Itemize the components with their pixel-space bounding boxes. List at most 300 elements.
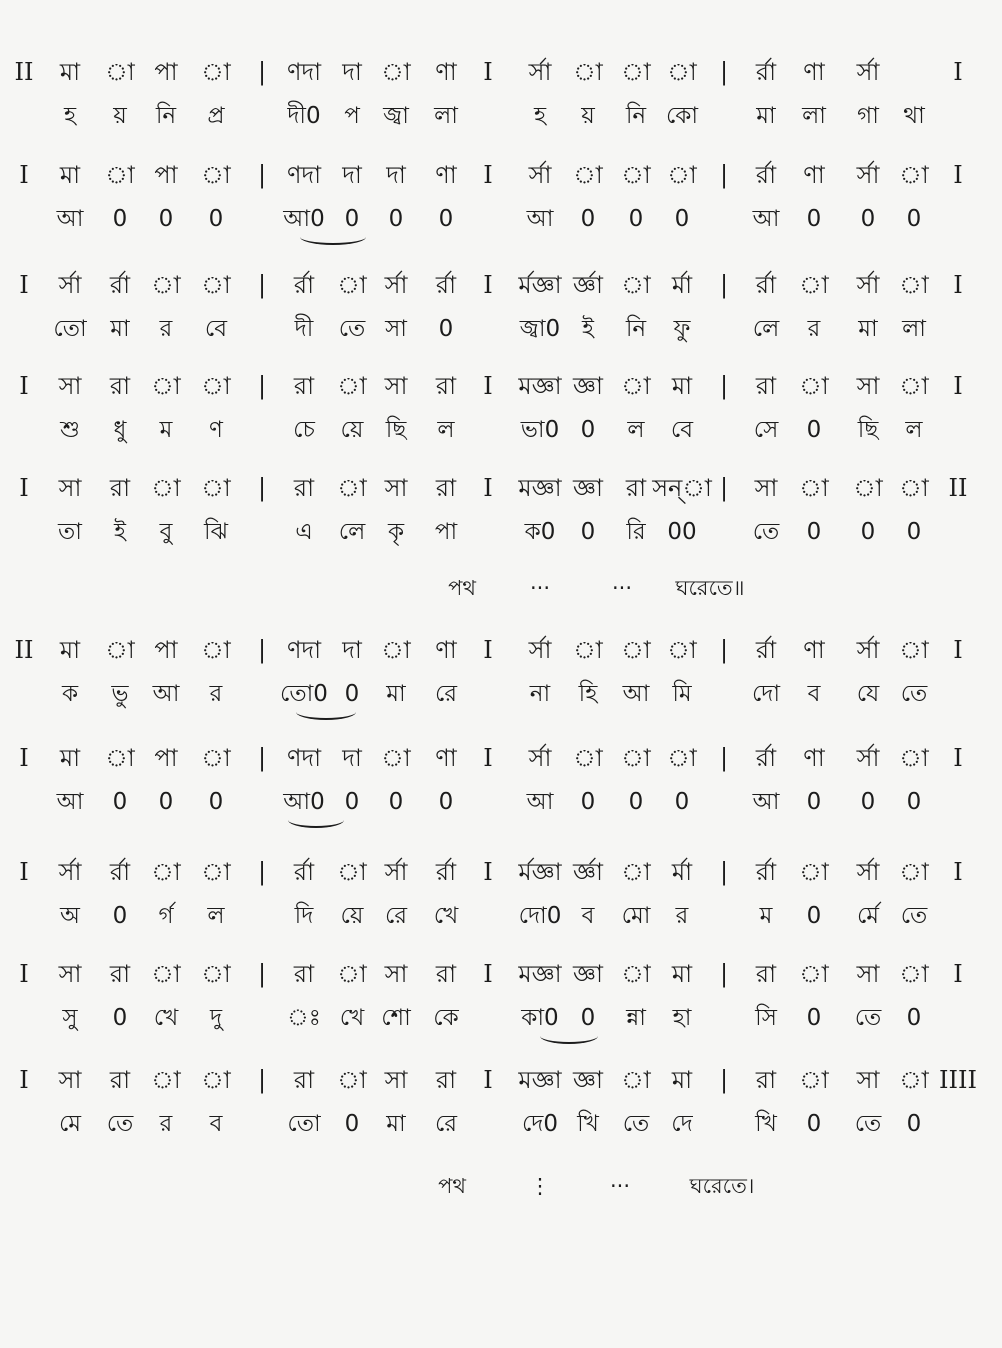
lyric-syllable: মে [58,1111,82,1137]
lyric-syllable: শো [381,1005,411,1031]
lyric-syllable: তো [53,316,87,342]
note: া [201,161,231,189]
lyric-syllable: 0 [860,206,876,232]
note: া [105,58,135,86]
lyric-syllable: খি [577,1111,599,1137]
lyric-syllable: তে [752,519,780,545]
note: া [799,271,829,299]
note: া [151,474,181,502]
note: া [151,1066,181,1094]
bar-line: | [257,744,267,772]
lyric-syllable: 0 [112,206,128,232]
swaralipi-line [0,630,1002,670]
swaralipi-line [0,954,1002,994]
lyric-syllable: 0 [806,417,822,443]
note: রা [293,372,315,400]
swaralipi-line [0,52,1002,92]
note: া [337,858,367,886]
lyric-syllable: 0 [580,789,596,815]
lyric-syllable: আ [56,206,84,232]
lyric-syllable: য়ে [340,417,364,443]
note: া [337,372,367,400]
note: র্সা [528,161,552,189]
bar-line: II [14,636,34,664]
bar-line: I [483,960,493,988]
note: র্সা [528,58,552,86]
lyric-syllable: ই [582,316,594,342]
note: া [151,271,181,299]
lyric-syllable: খে [153,1005,179,1031]
note: া [621,1066,651,1094]
lyric-syllable: র্গ [158,903,174,929]
note: া [899,474,929,502]
lyric-syllable: প্র [207,103,225,129]
lyric-syllable: 0 [580,1005,596,1031]
lyric-syllable: সে [753,417,779,443]
note: সা [58,960,82,988]
lyric-syllable: আ [526,206,554,232]
lyric-syllable: 0 [806,789,822,815]
note: সা [384,474,408,502]
note: র্রা [109,271,131,299]
note: রা [435,372,457,400]
lyric-syllable: আ0 [283,206,325,232]
lyric-syllable: খে [339,1005,365,1031]
lyric-syllable: দু [209,1005,223,1031]
note: মা [59,636,81,664]
bar-line: I [953,161,963,189]
lyric-syllable: ভু [111,681,129,707]
bar-line: I [483,58,493,86]
note: ণদা [286,58,322,86]
bar-line: | [719,858,729,886]
note: দা [342,636,362,664]
note: রা [435,1066,457,1094]
lyric-syllable: ব [581,903,595,929]
lyric-line [0,199,1002,239]
note: া [201,372,231,400]
bar-line: | [719,636,729,664]
lyric-syllable: মা [386,1111,406,1137]
bar-line: I [483,372,493,400]
note: পা [154,744,178,772]
lyric-syllable: 0 [344,206,360,232]
note: া [899,161,929,189]
bar-line: | [719,474,729,502]
note: মা [59,744,81,772]
note: সা [384,960,408,988]
note: রা [435,474,457,502]
note: র্সা [856,271,880,299]
lyric-syllable: থা [903,103,925,129]
lyric-syllable: য় [113,103,127,129]
lyric-syllable: 0 [906,1111,922,1137]
lyric-syllable: 0 [580,206,596,232]
lyric-syllable: তে [854,1111,882,1137]
bar-line: I [483,474,493,502]
lyric-line [0,896,1002,936]
note: রা [435,960,457,988]
lyric-syllable: তে [900,681,928,707]
swaralipi-line [0,852,1002,892]
note: র্সা [58,858,82,886]
note: া [621,161,651,189]
footer-end-word: ঘরেতে। [689,1174,755,1198]
note: া [105,161,135,189]
notation-stanza [0,265,1002,349]
note: া [899,271,929,299]
lyric-syllable: আ [526,789,554,815]
lyric-syllable: বে [204,316,228,342]
note: ণা [803,636,825,664]
note: া [899,858,929,886]
note: মা [59,161,81,189]
bar-line: | [257,161,267,189]
lyric-syllable: বে [670,417,694,443]
bar-line: I [483,1066,493,1094]
note: মজ্ঞা [518,960,562,988]
lyric-syllable: ছি [857,417,879,443]
note: র্রা [755,271,777,299]
note: া [667,744,697,772]
note: মা [671,960,693,988]
lyric-syllable: ল [437,417,455,443]
bar-line: I [483,271,493,299]
note: রা [625,474,647,502]
note: া [381,744,411,772]
lyric-syllable: আ [56,789,84,815]
lyric-line [0,309,1002,349]
lyric-syllable: 0 [388,789,404,815]
note: র্রা [755,161,777,189]
lyric-syllable: নি [625,103,647,129]
note: ণা [435,744,457,772]
swaralipi-line [0,155,1002,195]
lyric-line [0,410,1002,450]
note: দা [386,161,406,189]
note: জ্ঞা [573,372,603,400]
lyric-syllable: রে [385,903,407,929]
lyric-syllable: 0 [806,1111,822,1137]
note: া [105,636,135,664]
lyric-syllable: ঝি [204,519,228,545]
bar-line: | [257,271,267,299]
note: া [799,372,829,400]
lyric-syllable: লে [338,519,366,545]
lyric-syllable: ফু [673,316,691,342]
note: া [899,744,929,772]
bar-line: | [257,372,267,400]
lyric-syllable: 0 [860,789,876,815]
note: ণদা [286,636,322,664]
bar-line: I [953,744,963,772]
lyric-syllable: আ [752,206,780,232]
note: র্রা [293,858,315,886]
note: রা [109,1066,131,1094]
lyric-syllable: র [159,1111,173,1137]
note: া [621,271,651,299]
lyric-syllable: কৃ [387,519,405,545]
bar-line: I [19,372,29,400]
note: া [799,960,829,988]
lyric-syllable: ক0 [524,519,556,545]
lyric-syllable: ঃ [287,1005,321,1031]
note: া [621,744,651,772]
meend-arc [300,229,366,245]
note: র্সা [528,744,552,772]
bar-line: | [257,1066,267,1094]
lyric-syllable: ম [159,417,173,443]
note: া [573,58,603,86]
bar-line: | [257,960,267,988]
lyric-syllable: দে0 [521,1111,559,1137]
notation-stanza [0,852,1002,936]
lyric-syllable: 0 [806,1005,822,1031]
lyric-syllable: 0 [208,206,224,232]
lyric-syllable: 0 [674,206,690,232]
footer-end-word: ঘরেতে॥ [675,576,745,600]
note: সা [58,372,82,400]
note: া [899,636,929,664]
bar-line: | [719,1066,729,1094]
note: সা [384,1066,408,1094]
note: া [899,960,929,988]
note: ণা [435,161,457,189]
lyric-syllable: দী0 [287,103,321,129]
note: দা [342,58,362,86]
meend-arc [540,1028,598,1044]
note: র্সা [58,271,82,299]
lyric-syllable: ল [627,417,645,443]
lyric-syllable: তো [287,1111,321,1137]
lyric-syllable: পা [434,519,458,545]
note: া [201,474,231,502]
lyric-syllable: কো [665,103,699,129]
lyric-syllable: 0 [806,519,822,545]
lyric-syllable: 0 [388,206,404,232]
lyric-syllable: হি [578,681,598,707]
lyric-syllable: 0 [112,903,128,929]
lyric-syllable: লা [802,103,826,129]
lyric-syllable: গা [857,103,879,129]
lyric-syllable: মা [756,103,776,129]
lyric-syllable: তে [622,1111,650,1137]
bar-line: II [948,474,968,502]
note: র্জ্ঞা [573,858,603,886]
note: র্মজ্ঞা [518,271,562,299]
note: মজ্ঞা [518,1066,562,1094]
lyric-line [0,998,1002,1038]
lyric-syllable: খি [755,1111,777,1137]
lyric-syllable: প [344,103,360,129]
bar-line: I [483,858,493,886]
meend-arc [296,704,356,720]
bar-line: I [953,960,963,988]
meend-arc [288,812,344,828]
note: া [381,58,411,86]
bar-line: II [14,58,34,86]
bar-line: I [19,161,29,189]
bar-line: | [257,636,267,664]
bar-line: I [19,858,29,886]
note: র্সা [856,161,880,189]
lyric-syllable: দী [294,316,314,342]
lyric-syllable: তে [338,316,366,342]
note: া [573,636,603,664]
note: া [201,271,231,299]
note: দা [342,161,362,189]
lyric-syllable: সা [385,316,407,342]
lyric-syllable: কা0 [521,1005,559,1031]
note: রা [293,1066,315,1094]
note: া [667,636,697,664]
lyric-syllable: ম [759,903,773,929]
lyric-syllable: বু [159,519,173,545]
notation-stanza [0,468,1002,552]
note: র্সা [856,636,880,664]
note: র্রা [293,271,315,299]
note: র্রা [109,858,131,886]
note: া [201,1066,231,1094]
lyric-syllable: ব [807,681,821,707]
lyric-syllable: 00 [667,519,697,545]
lyric-syllable: 0 [158,206,174,232]
lyric-syllable: সি [755,1005,777,1031]
lyric-line [0,512,1002,552]
lyric-syllable: চে [293,417,315,443]
note: রা [755,372,777,400]
lyric-syllable: দো [751,681,781,707]
lyric-syllable: 0 [580,519,596,545]
note: া [621,58,651,86]
note: র্রা [755,744,777,772]
lyric-syllable: আ0 [283,789,325,815]
lyric-syllable: শু [60,417,80,443]
lyric-syllable: এ [295,519,313,545]
note: র্মা [671,271,693,299]
note: র্মজ্ঞা [518,858,562,886]
lyric-syllable: রি [626,519,646,545]
lyric-syllable: আ [152,681,180,707]
lyric-syllable: হ [533,103,547,129]
note: সা [856,372,880,400]
note: া [899,1066,929,1094]
lyric-syllable: লা [902,316,926,342]
note: র্রা [755,636,777,664]
lyric-syllable: দি [294,903,314,929]
bar-line: I [483,161,493,189]
lyric-syllable: হা [672,1005,692,1031]
lyric-syllable: লা [434,103,458,129]
note: সা [384,372,408,400]
note: া [799,1066,829,1094]
note: র্রা [755,858,777,886]
swaralipi-line [0,366,1002,406]
note: া [151,960,181,988]
note: া [201,744,231,772]
lyric-syllable: জ্বা0 [519,316,561,342]
note: া [337,960,367,988]
lyric-syllable: আ [622,681,650,707]
lyric-syllable: 0 [438,789,454,815]
footer-ellipsis: ··· [609,1174,631,1198]
footer-ellipsis: ··· [611,576,633,600]
note: া [381,636,411,664]
lyric-syllable: লে [752,316,780,342]
note: র্সা [856,858,880,886]
lyric-syllable: মি [672,681,692,707]
lyric-syllable: ল [207,903,225,929]
note: ণা [803,58,825,86]
lyric-syllable: রে [435,681,457,707]
lyric-syllable: দে [671,1111,693,1137]
lyric-syllable: অ [60,903,80,929]
note: র্রা [435,271,457,299]
note: া [667,161,697,189]
lyric-syllable: ই [114,519,126,545]
notation-stanza [0,954,1002,1038]
lyric-syllable: 0 [208,789,224,815]
lyric-syllable: 0 [906,789,922,815]
note: া [105,744,135,772]
note: পা [154,636,178,664]
lyric-syllable: 0 [112,789,128,815]
bar-line: I [953,372,963,400]
lyric-syllable: 0 [906,519,922,545]
lyric-syllable: 0 [158,789,174,815]
lyric-syllable: মা [386,681,406,707]
footer-start-word: পথ [448,576,476,600]
note: পা [154,161,178,189]
bar-line: | [719,161,729,189]
lyric-syllable: তে [854,1005,882,1031]
lyric-syllable: রে [435,1111,457,1137]
note: া [621,636,651,664]
note: া [201,960,231,988]
lyric-syllable: 0 [580,417,596,443]
note: া [853,474,883,502]
note: া [621,960,651,988]
note: র্জ্ঞা [573,271,603,299]
lyric-syllable: কে [433,1005,459,1031]
lyric-syllable: র [675,903,689,929]
note: া [201,58,231,86]
note: া [201,858,231,886]
note: রা [755,960,777,988]
lyric-syllable: দো0 [518,903,562,929]
bar-line: | [257,474,267,502]
note: মা [59,58,81,86]
lyric-syllable: 0 [344,1111,360,1137]
lyric-syllable: মা [858,316,878,342]
lyric-syllable: 0 [112,1005,128,1031]
note: সন্া [652,474,712,502]
lyric-syllable: ভা0 [520,417,560,443]
lyric-syllable: সু [62,1005,78,1031]
lyric-syllable: 0 [806,903,822,929]
lyric-syllable: যে [856,681,880,707]
footer-ellipsis: ⋮ [529,1174,551,1198]
swaralipi-line [0,468,1002,508]
lyric-syllable: ধু [113,417,127,443]
note: রা [109,372,131,400]
lyric-syllable: র্মে [856,903,880,929]
bar-line: | [719,960,729,988]
lyric-syllable: ব [209,1111,223,1137]
lyric-syllable: র [159,316,173,342]
lyric-syllable: 0 [438,316,454,342]
bar-line: I [19,960,29,988]
